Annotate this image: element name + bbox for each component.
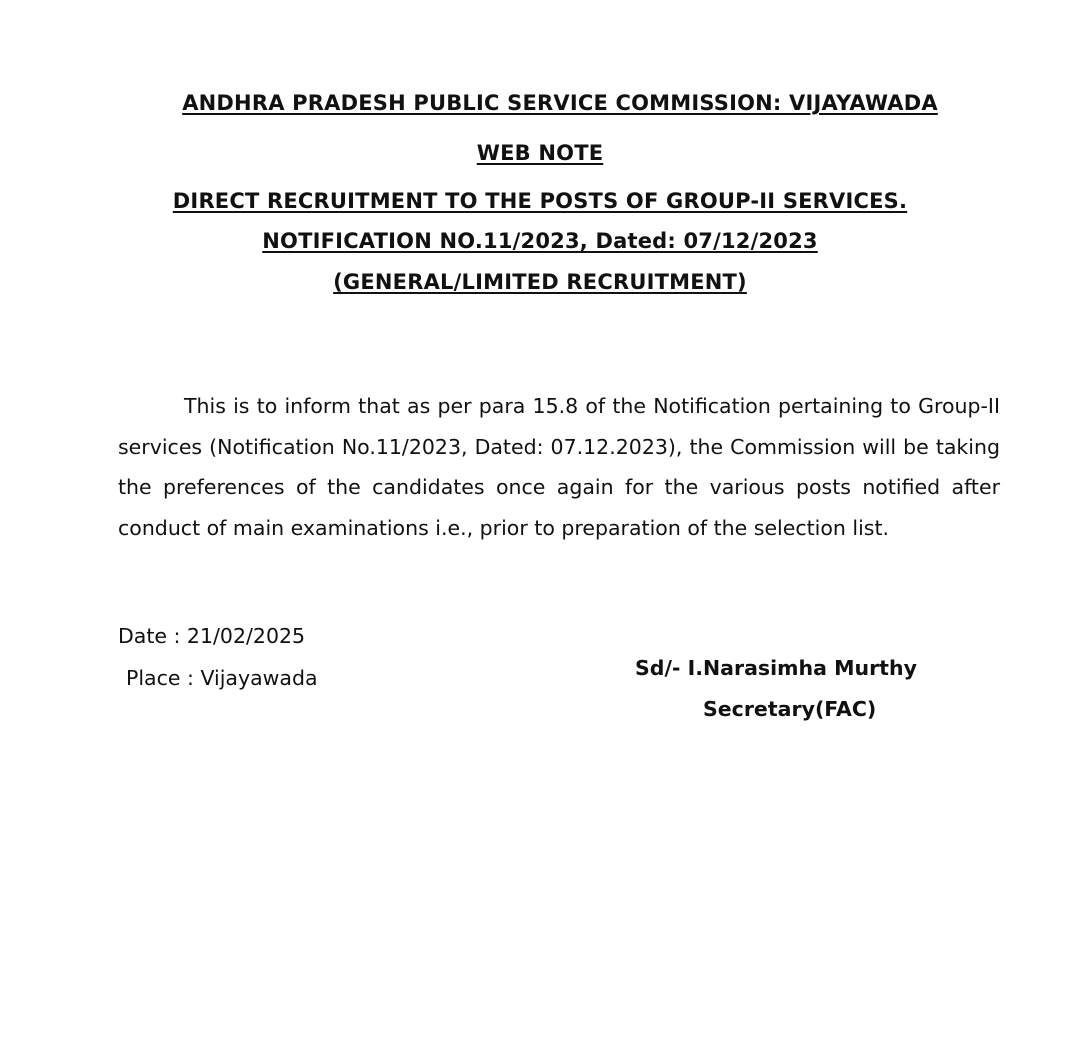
doc-type-heading <box>0 141 1080 165</box>
organization-title: ANDHRA PRADESH PUBLIC SERVICE COMMISSION: VIJAYAWADA <box>182 91 938 115</box>
doc-type-title: WEB NOTE <box>476 141 604 165</box>
place-line: Place : Vijayawada <box>126 666 318 690</box>
signatory-designation: Secretary(FAC) <box>703 697 877 721</box>
signatory-name: Sd/- I.Narasimha Murthy <box>635 656 917 680</box>
organization-heading <box>20 91 1080 115</box>
notification-title: NOTIFICATION NO.11/2023, Dated: 07/12/2023 <box>262 229 818 253</box>
recruitment-type-title: (GENERAL/LIMITED RECRUITMENT) <box>333 270 747 294</box>
body-paragraph: This is to inform that as per para 15.8 of the Notification pertaining to Group-II services (Notification No.11/2023, Dated: 07.12.2023), the Commission will be taking the preferences of the candidates once again for the various posts notified after conduct of main examinations i.e., prior to preparation of the selection list. <box>118 394 1000 540</box>
notification-heading <box>0 229 1080 253</box>
subject-heading <box>0 189 1080 213</box>
date-line: Date : 21/02/2025 <box>118 624 306 648</box>
recruitment-type-heading <box>0 270 1080 294</box>
subject-title: DIRECT RECRUITMENT TO THE POSTS OF GROUP-II SERVICES. <box>172 189 908 213</box>
